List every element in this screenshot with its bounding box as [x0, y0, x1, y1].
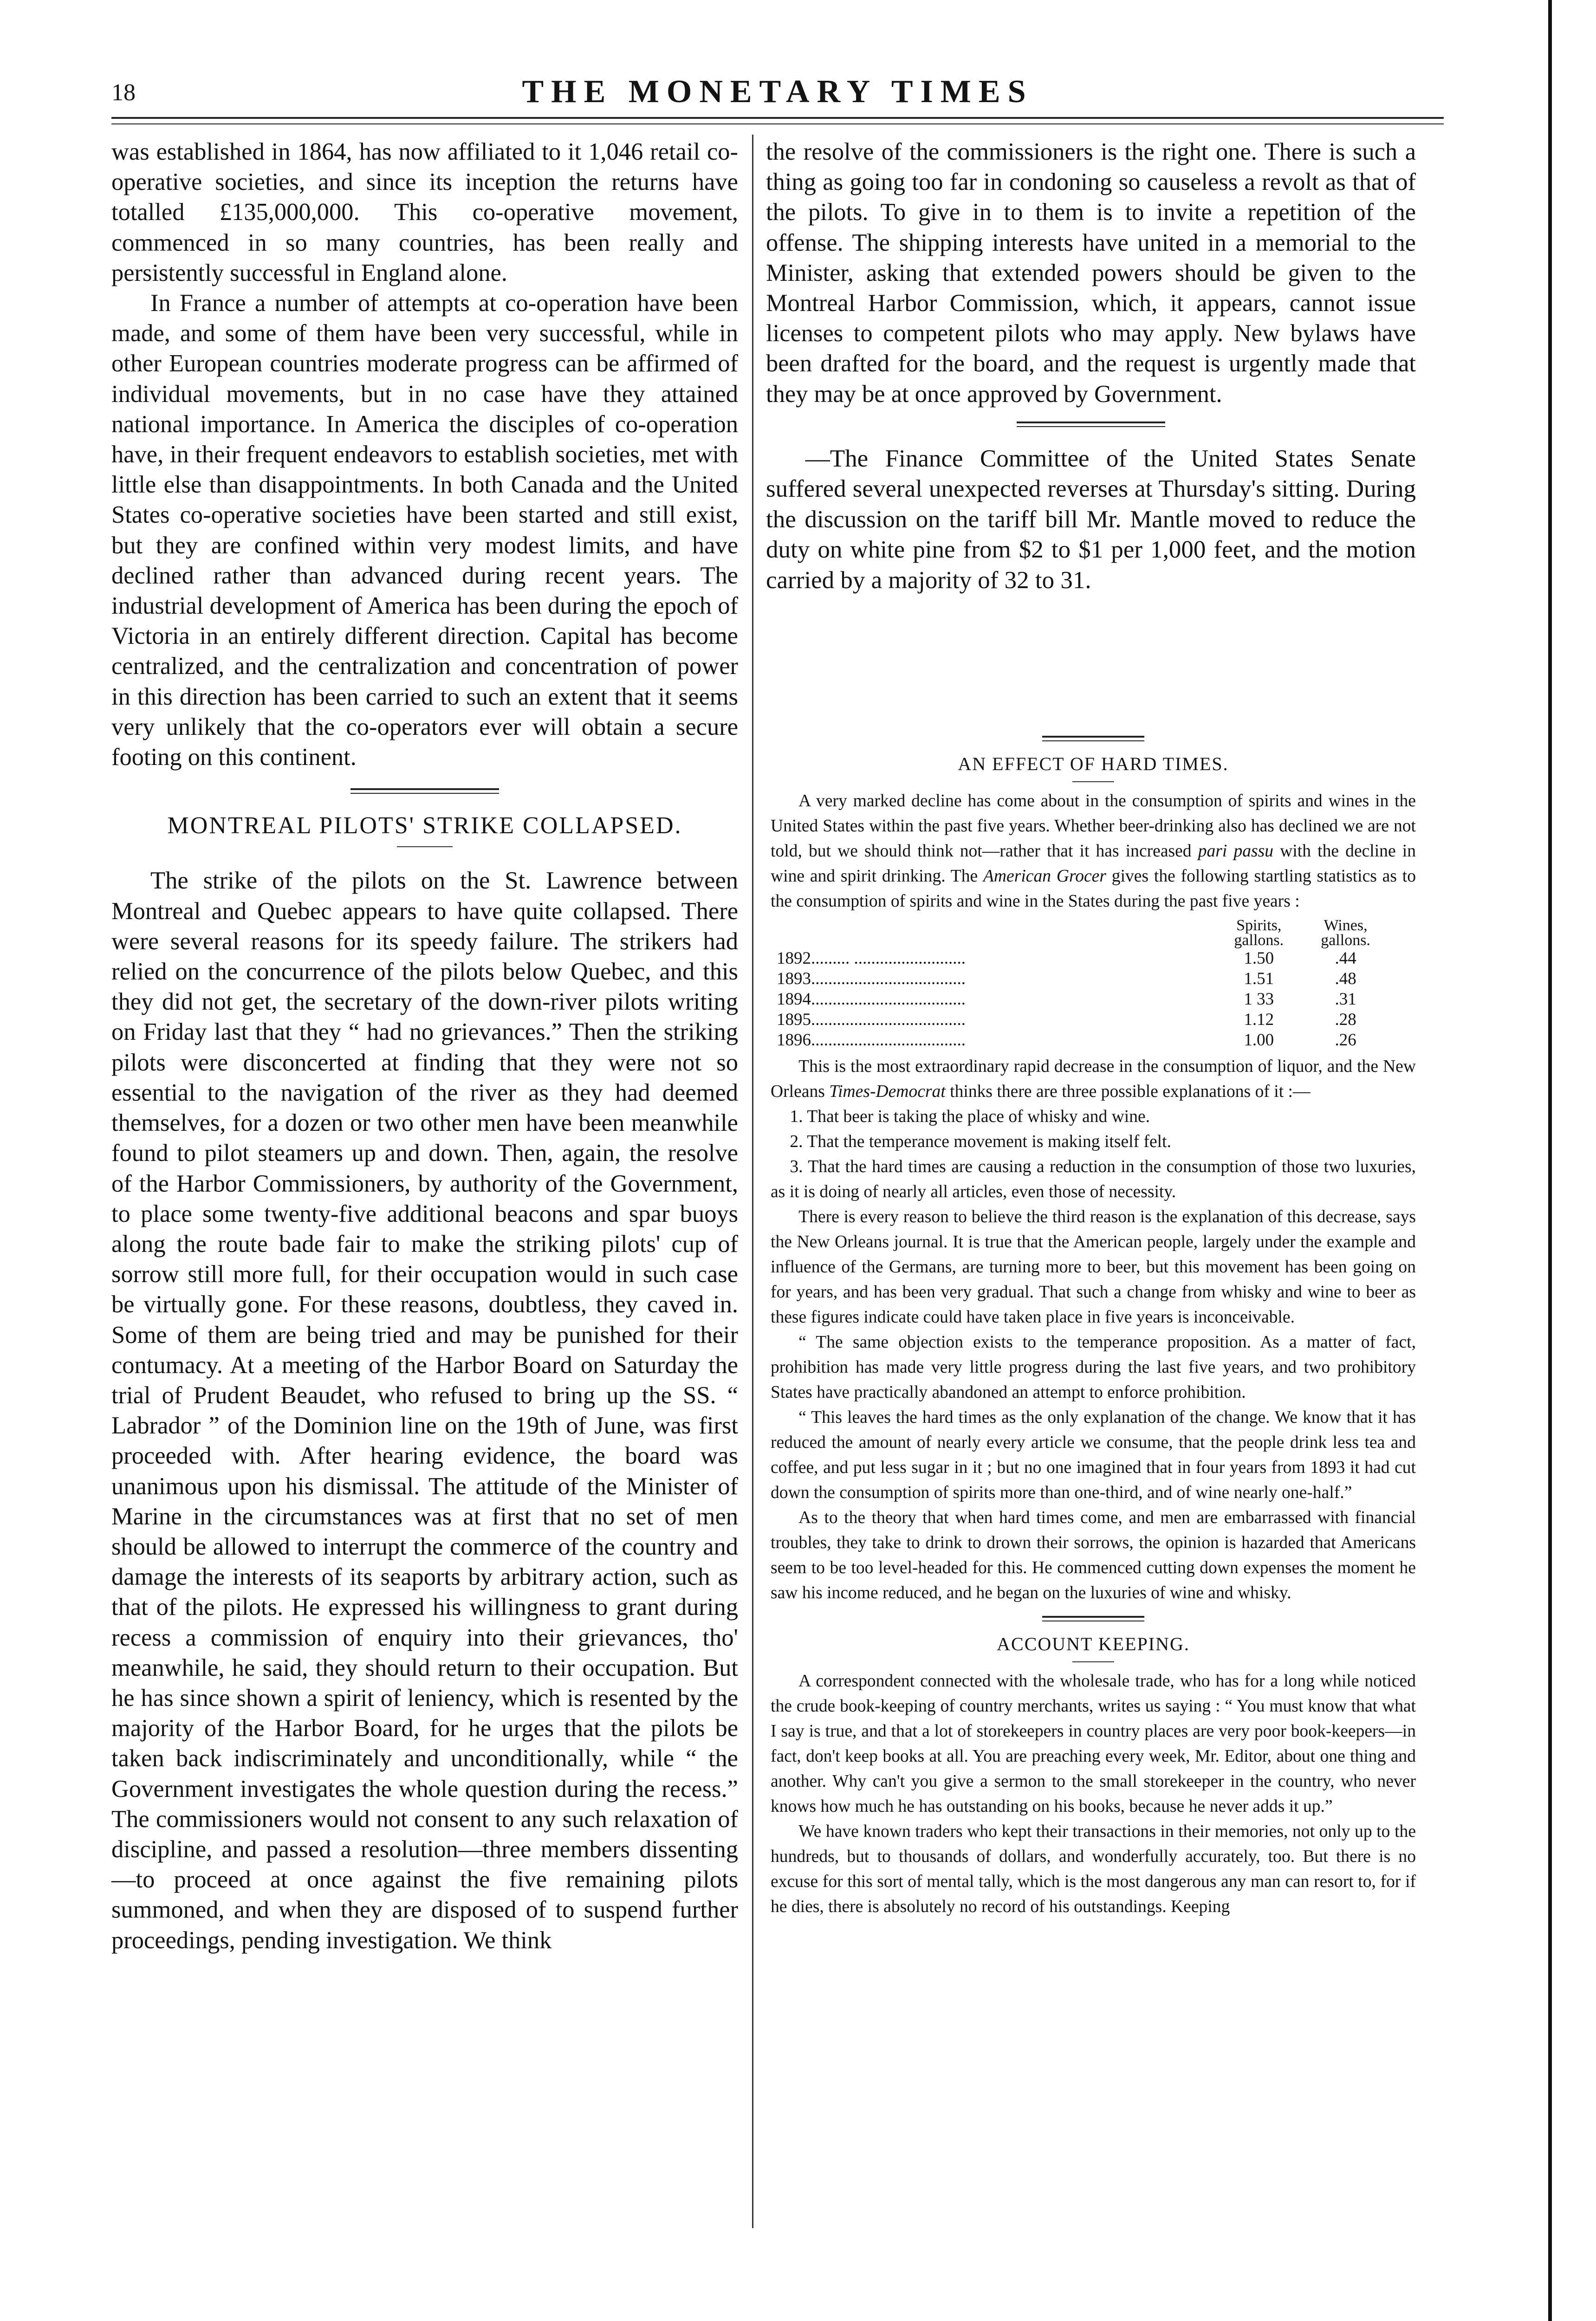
section-divider — [1017, 421, 1165, 427]
wines-column-header: Wines, gallons. — [1321, 917, 1370, 949]
right-column-upper — [766, 137, 1416, 596]
header-rule-thin — [111, 123, 1444, 124]
masthead-title: THE MONETARY TIMES — [522, 74, 1033, 110]
explanation-item: 1. That beer is taking the place of whisky and wine. — [790, 1107, 1150, 1126]
heading-underline — [1072, 781, 1114, 782]
account-keeping-paragraph: A correspondent connected with the wholesale trade, who has for a long while noticed the crude book-keeping of country merchants, writes us saying : “ You must know that what I say is true, and that a lot of storekeepers in country places are very poor book-keepers—in fact, don't keep books at all. You are preaching every week, Mr. Editor, about one thing and another. Why can't you give a sermon to the small storekeeper in the country, who never knows how much he has outstanding on his books, because he never adds it up.” — [771, 1672, 1416, 1816]
consumption-table — [776, 918, 1389, 1050]
pilots-strike-paragraph: The strike of the pilots on the St. Lawrence between Montreal and Quebec appears to have quite collapsed. There were several reasons for its speedy failure. The strikers had relied on the concurrence of the pilots below Quebec, and this they did not get, the secretary of the down-river pilots writing on Friday last that they “ had no grievances.” Then the striking pilots were disconcerted at finding that they were not so essential to the navigation of the river as they had deemed themselves, for a dozen or two other men have been meanwhile found to pilot steamers up and down. Then, again, the resolve of the Harbor Commissioners, by authority of the Government, to place some twenty-five additional beacons and spar buoys along the route bade fair to make the striking pilots' cup of sorrow still more full, for their occupation would in such case be virtually gone. For these reasons, doubtless, they caved in. Some of them are being tried and may be punished for their contumacy. At a meeting of the Harbor Board on Saturday the trial of Prudent Beaudet, who refused to bring up the SS. “ Labrador ” of the Dominion line on the 19th of June, was first proceeded with. After hearing evidence, the board was unanimous upon his dismissal. The attitude of the Minister of Marine in the circumstances was at first that no set of men should be allowed to interrupt the commerce of the country and damage the interests of its seaports by arbitrary action, such as that of the pilots. He expressed his willingness to grant during recess a commission of enquiry into their grievances, tho' meanwhile, he said, they should return to their occupation. But he has since shown a spirit of leniency, which is resented by the majority of the Harbor Board, for he urges that the pilots be taken back indiscriminately and unconditionally, while “ the Government investigates the whole question during the recess.” The commissioners would not consent to any such relaxation of discipline, and passed a resolution—three members dissenting—to proceed at once against the five remaining pilots summoned, and when they are disposed of to suspend further proceedings, pending investigation. We think — [111, 867, 738, 1954]
hard-times-paragraph: As to the theory that when hard times come, and men are embarrassed with financial troubles, they take to drink to drown their sorrows, the opinion is hazarded that Americans seem to be too level-headed for this. He commenced cutting down expenses the moment he saw his income reduced, and he began on the luxuries of wine and whisky. — [771, 1508, 1416, 1602]
left-column — [111, 137, 738, 1956]
page-edge-rule — [1548, 0, 1552, 2321]
page-number: 18 — [111, 79, 136, 106]
cooperative-paragraph-2: In France a number of attempts at co-operation have been made, and some of them have been very successful, while in other European countries moderate progress can be affirmed of individual movements, but in no case have they attained national importance. In America the disciples of co-operation have, in their frequent endeavors to establish societies, met with little else than disappointments. In both Canada and the United States co-operative societies have been started and still exist, but they are confined within very modest limits, and have declined rather than advanced during recent years. The industrial development of America has been during the epoch of Victoria in an entirely different direction. Capital has become centralized, and the centralization and concentration of power in this direction has been carried to such an extent that it seems very unlikely that the co-operators ever will obtain a secure footing on this continent. — [111, 290, 738, 771]
table-row: 1896.................................... 1.00 .26 — [777, 1031, 1356, 1050]
hard-times-heading: AN EFFECT OF HARD TIMES. — [958, 753, 1229, 774]
hard-times-paragraph: “ This leaves the hard times as the only explanation of the change. We know that it has reduced the amount of nearly every article we consume, that the people drink less tea and coffee, and put less sugar in it ; but no one imagined that in four years from 1893 it had cut down the consumption of spirits more than one-third, and of wine nearly one-half.” — [771, 1408, 1416, 1502]
section-divider — [350, 788, 499, 794]
hard-times-paragraph: “ The same objection exists to the temperance proposition. As a matter of fact, prohibition has made very little progress during the last five years, and two prohibitory States have practically abandoned an attempt to enforce prohibition. — [771, 1333, 1416, 1402]
hard-times-intro: A very marked decline has come about in the consumption of spirits and wines in the United States within the past five years. Whether beer-drinking also has declined we are not told, but we should think not—rather that it has increased pari passu with the decline in wine and spirit drinking. The American Grocer gives the following startling statistics as to the consumption of spirits and wine in the States during the past five years : — [771, 791, 1416, 911]
account-keeping-paragraph: We have known traders who kept their transactions in their memories, not only up to the hundreds, but to thousands of dollars, and wonderfully accurately, too. But there is no excuse for this sort of mental tally, which is the most dangerous any man can resort to, for if he dies, there is absolutely no record of his outstandings. Keeping — [771, 1822, 1416, 1916]
cooperative-paragraph-1: was established in 1864, has now affiliated to it 1,046 retail co-operative societies, and since its inception the returns have totalled £135,000,000. This co-operative movement, commenced in so many countries, has been really and persistently successful in England alone. — [111, 138, 738, 286]
heading-underline — [1072, 1661, 1114, 1662]
header-rule — [111, 117, 1444, 119]
table-row: 1894.................................... 1 33 .31 — [777, 990, 1356, 1009]
account-keeping-heading: ACCOUNT KEEPING. — [997, 1634, 1190, 1654]
column-divider — [752, 135, 753, 2228]
hard-times-after-table: This is the most extraordinary rapid decrease in the consumption of liquor, and the New Orleans Times-Democrat thinks there are three possible explanations of it :— — [771, 1057, 1416, 1101]
right-column-lower — [771, 736, 1416, 1919]
page-header — [111, 70, 1444, 111]
finance-committee-paragraph: —The Finance Committee of the United States Senate suffered several unexpected reverses at Thursday's sitting. During the discussion on the tariff bill Mr. Mantle moved to reduce the duty on white pine from $2 to $1 per 1,000 feet, and the motion carried by a majority of 32 to 31. — [766, 445, 1416, 594]
table-row: 1892......... .......................... 1.50 .44 — [777, 949, 1356, 968]
pilots-strike-continued: the resolve of the commissioners is the right one. There is such a thing as going too far in condoning so causeless a revolt as that of the pilots. To give in to them is to invite a repetition of the offense. The shipping interests have united in a memorial to the Minister, asking that extended powers should be given to the Montreal Harbor Commission, which, it appears, cannot issue licenses to competent pilots who may apply. New bylaws have been drafted for the board, and the request is urgently made that they may be at once approved by Government. — [766, 138, 1416, 408]
hard-times-paragraph: There is every reason to believe the third reason is the explanation of this decrease, says the New Orleans journal. It is true that the American people, largely under the example and influence of the Germans, are turning more to beer, but this movement has been going on for years, and has been very gradual. That such a change from whisky and wine to beer as these figures indicate could have taken place in five years is inconceivable. — [771, 1207, 1416, 1327]
heading-underline — [397, 846, 453, 847]
section-divider — [1042, 1616, 1144, 1621]
explanation-item: 2. That the temperance movement is making itself felt. — [790, 1132, 1171, 1151]
explanation-item: 3. That the hard times are causing a reduction in the consumption of those two luxuries, as it is doing of nearly all articles, even those of necessity. — [771, 1157, 1416, 1201]
spirits-column-header: Spirits, gallons. — [1234, 917, 1284, 949]
table-row: 1893.................................... 1.51 .48 — [777, 969, 1356, 988]
table-row: 1895.................................... 1.12 .28 — [777, 1010, 1356, 1029]
section-divider — [1042, 736, 1144, 741]
pilots-strike-heading: MONTREAL PILOTS' STRIKE COLLAPSED. — [167, 812, 682, 839]
